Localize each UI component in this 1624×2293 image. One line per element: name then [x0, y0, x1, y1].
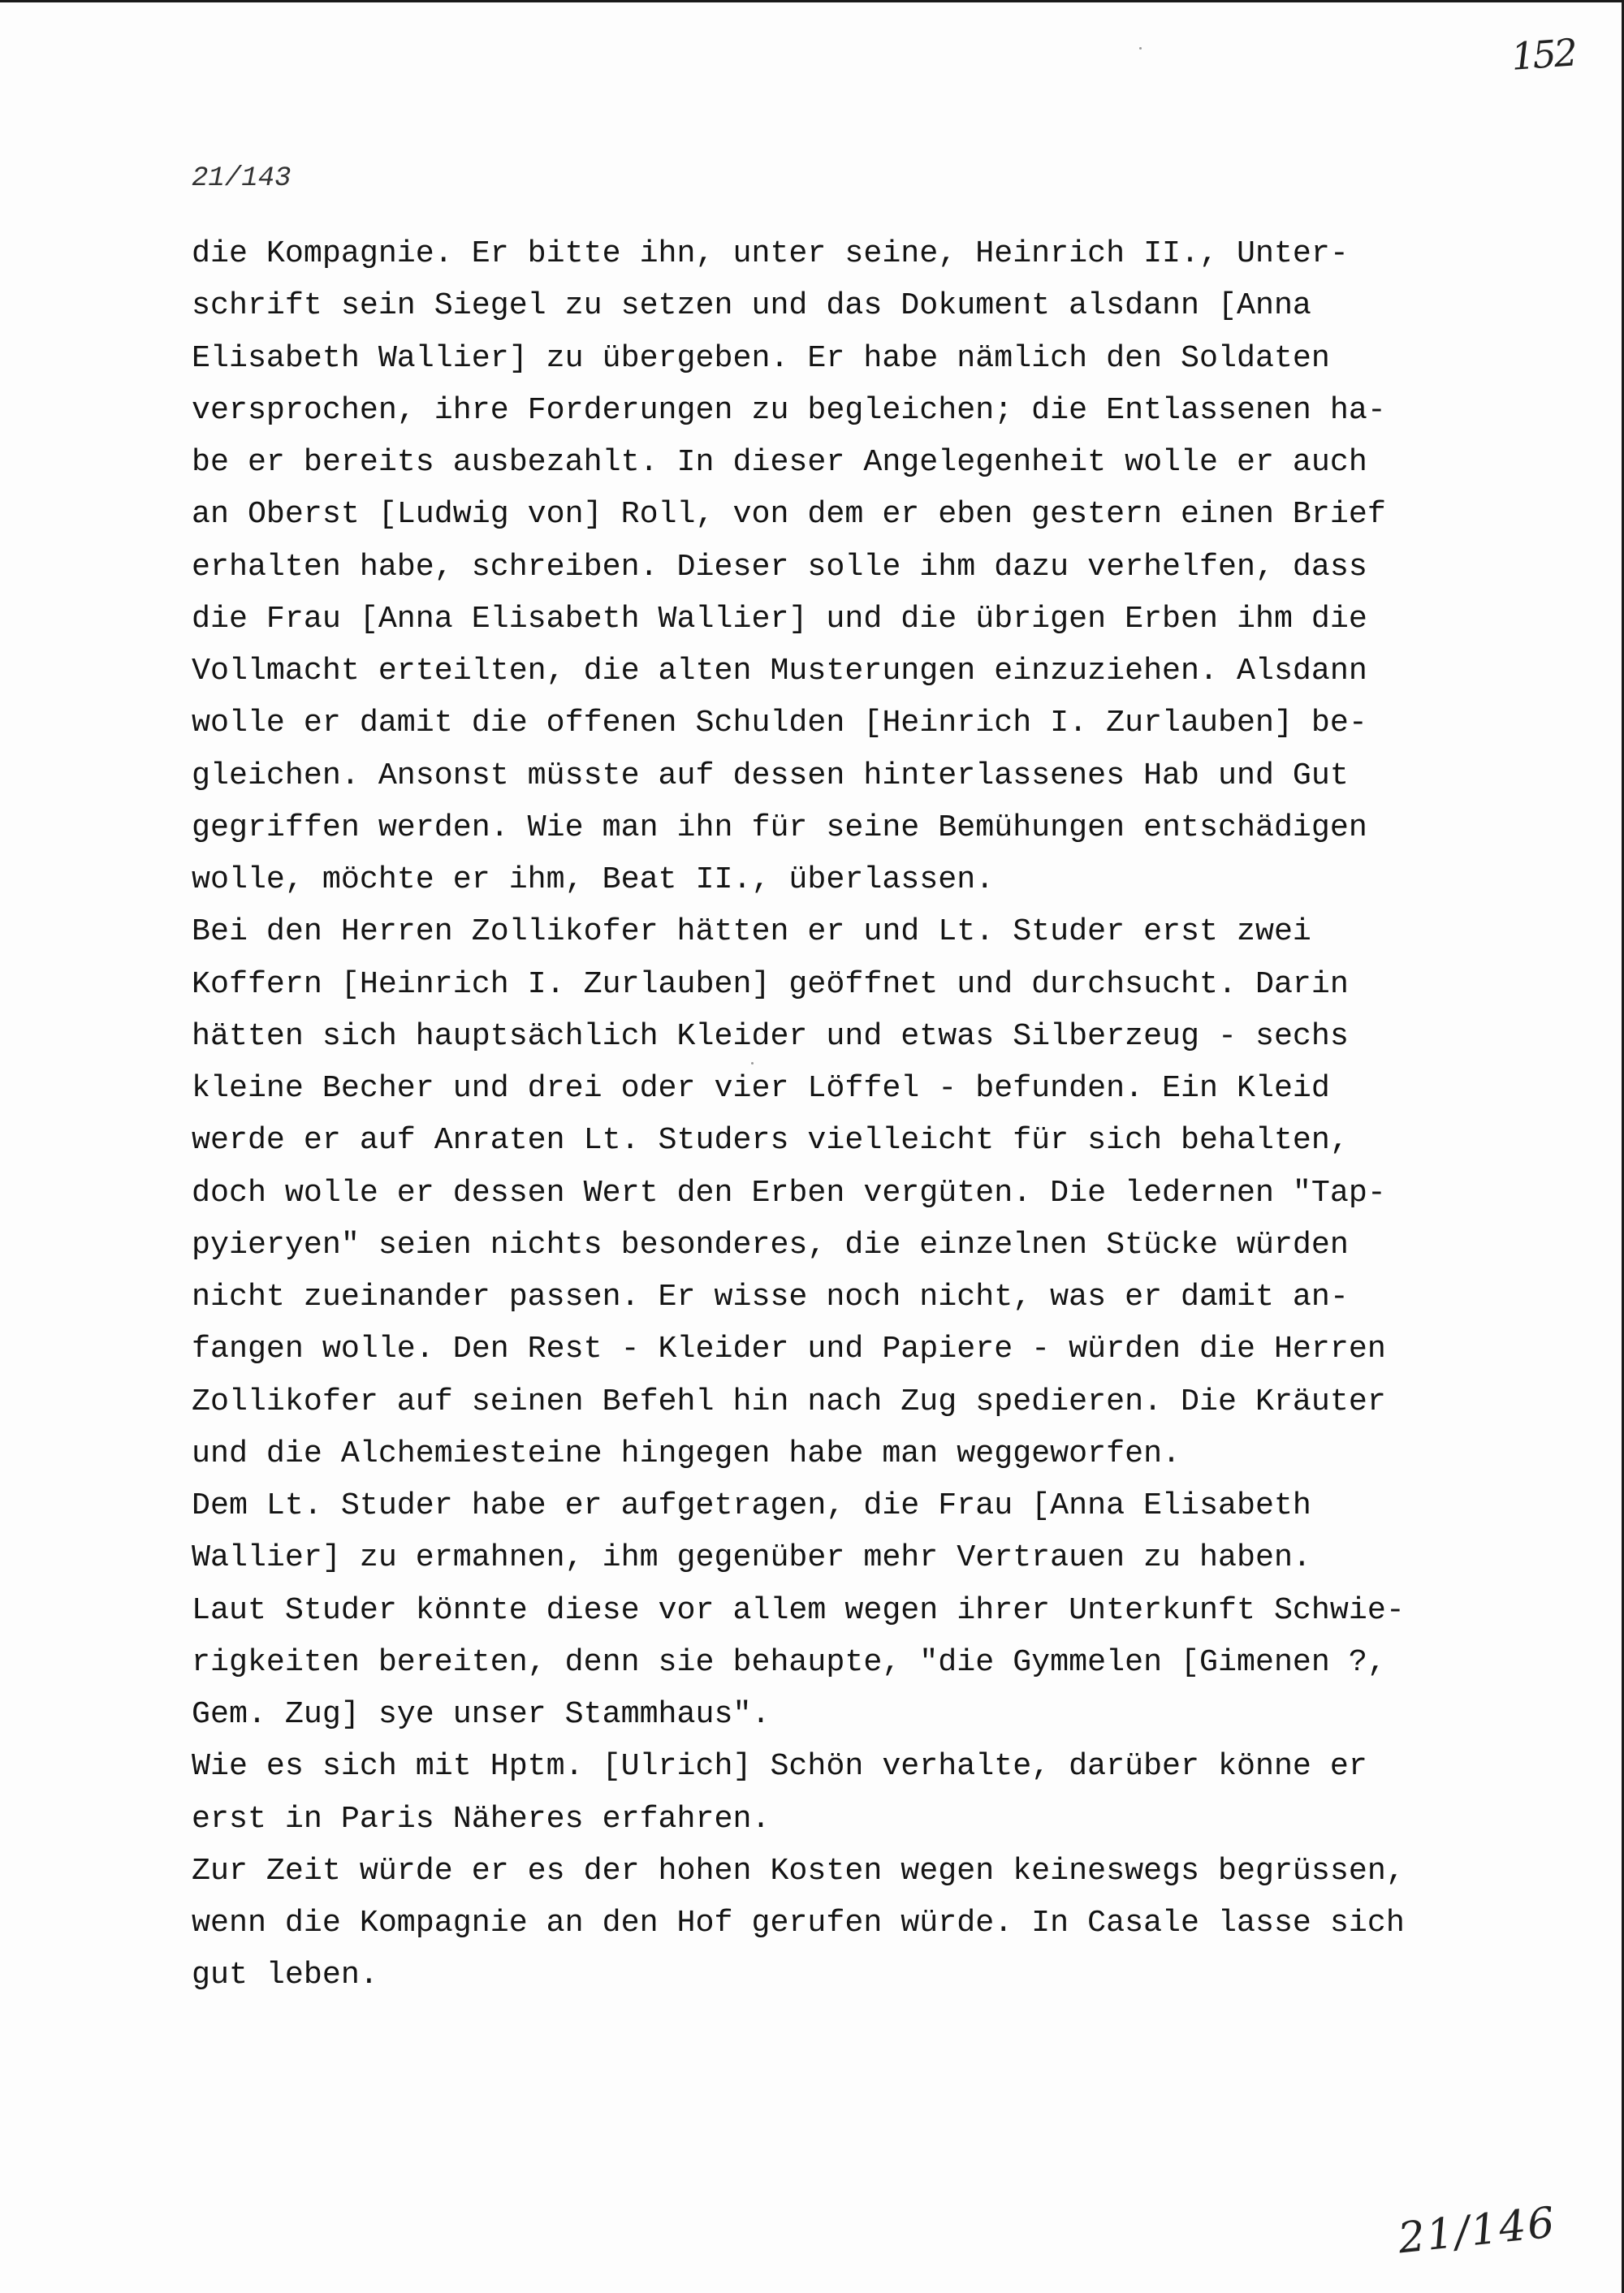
text-line: be er bereits ausbezahlt. In dieser Angelegenheit wolle er auch [192, 444, 1367, 480]
text-line: Elisabeth Wallier] zu übergeben. Er habe nämlich den Soldaten [192, 339, 1330, 376]
paper-speck [751, 1062, 754, 1064]
text-line: Bei den Herren Zollikofer hätten er und Lt. Studer erst zwei [192, 913, 1311, 950]
text-line: die Frau [Anna Elisabeth Wallier] und die übrigen Erben ihm die [192, 600, 1367, 637]
text-line: pyieryen" seien nichts besonderes, die einzelnen Stücke würden [192, 1226, 1349, 1263]
text-line: nicht zueinander passen. Er wisse noch nicht, was er damit an- [192, 1279, 1349, 1315]
text-line: versprochen, ihre Forderungen zu begleichen; die Entlassenen ha- [192, 391, 1386, 428]
text-line: Dem Lt. Studer habe er aufgetragen, die Frau [Anna Elisabeth [192, 1488, 1311, 1523]
text-line: kleine Becher und drei oder vier Löffel - befunden. Ein Kleid [192, 1070, 1330, 1106]
text-line: erst in Paris Näheres erfahren. [192, 1800, 771, 1837]
text-line: gleichen. Ansonst müsste auf dessen hinterlassenes Hab und Gut [192, 757, 1349, 793]
text-line: fangen wolle. Den Rest - Kleider und Papiere - würden die Herren [192, 1331, 1386, 1367]
paper-speck [1139, 47, 1142, 50]
text-line: Wie es sich mit Hptm. [Ulrich] Schön verhalte, darüber könne er [192, 1748, 1367, 1785]
text-line: Koffern [Heinrich I. Zurlauben] geöffnet und durchsucht. Darin [192, 965, 1349, 1002]
text-line: rigkeiten bereiten, denn sie behaupte, "die Gymmelen [Gimenen ?, [192, 1643, 1386, 1680]
text-line: gut leben. [192, 1957, 378, 1993]
text-line: die Kompagnie. Er bitte ihn, unter seine, Heinrich II., Unter- [192, 235, 1349, 271]
text-line: und die Alchemiesteine hingegen habe man weggeworfen. [192, 1435, 1181, 1471]
text-line: doch wolle er dessen Wert den Erben vergüten. Die ledernen "Tap- [192, 1174, 1386, 1211]
text-line: an Oberst [Ludwig von] Roll, von dem er eben gestern einen Brief [192, 496, 1386, 533]
text-line: Zur Zeit würde er es der hohen Kosten wegen keineswegs begrüssen, [192, 1852, 1405, 1889]
text-line: Laut Studer könnte diese vor allem wegen ihrer Unterkunft Schwie- [192, 1591, 1405, 1628]
text-line: gegriffen werden. Wie man ihn für seine Bemühungen entschädigen [192, 809, 1367, 845]
handwritten-folio-number: 152 [1510, 30, 1577, 79]
text-line: wolle, möchte er ihm, Beat II., überlassen. [192, 861, 995, 897]
text-line: Wallier] zu ermahnen, ihm gegenüber mehr Vertrauen zu haben. [192, 1539, 1311, 1576]
text-line: wenn die Kompagnie an den Hof gerufen würde. In Casale lasse sich [192, 1905, 1405, 1941]
text-line: werde er auf Anraten Lt. Studers vielleicht für sich behalten, [192, 1122, 1349, 1159]
text-line: Gem. Zug] sye unser Stammhaus". [192, 1696, 771, 1732]
text-line: wolle er damit die offenen Schulden [Heinrich I. Zurlauben] be- [192, 705, 1367, 741]
text-line: Zollikofer auf seinen Befehl hin nach Zug spedieren. Die Kräuter [192, 1383, 1386, 1419]
body-text [192, 227, 1523, 2002]
reference-number: 21/143 [192, 163, 292, 194]
handwritten-page-note: 21/146 [1395, 2198, 1559, 2264]
text-line: Vollmacht erteilten, die alten Musterungen einzuziehen. Alsdann [192, 653, 1367, 689]
text-line: erhalten habe, schreiben. Dieser solle ihm dazu verhelfen, dass [192, 548, 1367, 585]
text-line: schrift sein Siegel zu setzen und das Dokument alsdann [Anna [192, 287, 1311, 324]
text-line: hätten sich hauptsächlich Kleider und etwas Silberzeug - sechs [192, 1017, 1349, 1054]
